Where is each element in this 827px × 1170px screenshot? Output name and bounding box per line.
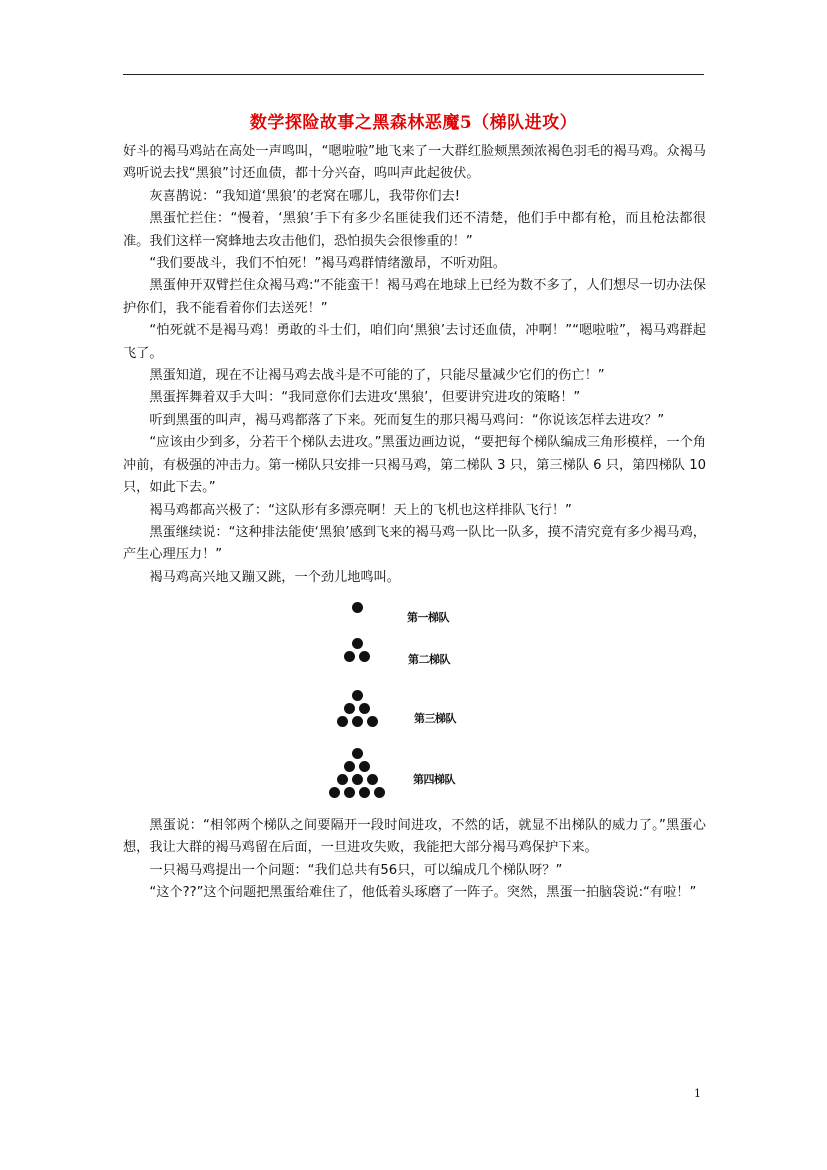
echelon-4-bird-dot [359,787,370,798]
paragraph: 一只褐马鸡提出一个问题：“我们总共有56只，可以编成几个梯队呀？” [149,862,563,878]
echelon-2-bird-dot [359,651,370,662]
echelon-3-bird-dot [359,703,370,714]
echelon-4-bird-dot [352,748,363,759]
paragraph: “怕死就不是褐马鸡！勇敢的斗士们，咱们向‘黑狼’去讨还血债，冲啊！”“嗯啦啦”，褐马鸡群起飞了。 [123,323,706,361]
echelon-3-bird-dot [352,690,363,701]
echelon-4-bird-dot [352,774,363,785]
echelon-2-bird-dot [344,651,355,662]
echelon-4-bird-dot [344,787,355,798]
paragraph: 灰喜鹊说：“我知道‘黑狼’的老窝在哪儿，我带你们去! [149,188,461,204]
paragraph: 黑蛋忙拦住：“慢着，‘黑狼’手下有多少名匪徒我们还不清楚，他们手中都有枪，而且枪法都很准。我们这样一窝蜂地去攻击他们，恐怕损失会很惨重的！” [123,211,706,249]
echelon-1-bird-dot [352,602,363,613]
echelon-4-bird-dot [337,774,348,785]
document-title: 数学探险故事之黑森林恶魔5（梯队进攻） [249,113,578,133]
echelon-label-2: 第二梯队 [408,653,450,666]
echelon-3-bird-dot [344,703,355,714]
echelon-3-bird-dot [352,716,363,727]
paragraph: 黑蛋说：“相邻两个梯队之间要隔开一段时间进攻，不然的话，就显不出梯队的威力了。”黑蛋心想，我让大群的褐马鸡留在后面，一旦进攻失败，我能把大部分褐马鸡保护下来。 [123,818,706,856]
echelon-formation-figure [320,598,480,812]
echelon-4-bird-dot [344,761,355,772]
paragraph: “我们要战斗，我们不怕死！”褐马鸡群情绪激昂，不听劝阻。 [149,256,506,272]
echelon-label-4: 第四梯队 [413,773,455,786]
story-body [123,141,706,589]
echelon-2-bird-dot [352,638,363,649]
header-rule [123,74,704,75]
paragraph: 褐马鸡高兴地又蹦又跳，一个劲儿地鸣叫。 [149,569,400,585]
paragraph: 黑蛋伸开双臂拦住众褐马鸡:“不能蛮干！褐马鸡在地球上已经为数不多了，人们想尽一切办法保护你们，我不能看着你们去送死！” [123,278,706,316]
story-body-continued [123,815,706,905]
echelon-4-bird-dot [367,774,378,785]
echelon-4-bird-dot [329,787,340,798]
echelon-4-bird-dot [359,761,370,772]
echelon-4-bird-dot [374,787,385,798]
paragraph: 好斗的褐马鸡站在高处一声鸣叫，“嗯啦啦”地飞来了一大群红脸颊黑颈浓褐色羽毛的褐马鸡。众褐马鸡听说去找“黑狼”讨还血债，都十分兴奋，呜叫声此起彼伏。 [123,144,706,182]
page-number: 1 [694,1087,701,1100]
echelon-label-3: 第三梯队 [414,712,456,725]
echelon-3-bird-dot [337,716,348,727]
echelon-3-bird-dot [367,716,378,727]
paragraph: 黑蛋知道，现在不让褐马鸡去战斗是不可能的了，只能尽量减少它们的伤亡！” [149,368,605,384]
paragraph: “应该由少到多，分若干个梯队去进攻。”黑蛋边画边说，“要把每个梯队编成三角形模样，一个角冲前，有极强的冲击力。第一梯队只安排一只褐马鸡，第二梯队 3 只，第三梯队 6 只，第四梯队 10 只，如此下去。” [123,435,706,496]
paragraph: 黑蛋挥舞着双手大叫：“我同意你们去进攻‘黑狼’，但要讲究进攻的策略！” [149,390,581,406]
paragraph: 褐马鸡都高兴极了：“这队形有多漂亮啊！天上的飞机也这样排队飞行！” [149,502,572,518]
echelon-label-1: 第一梯队 [407,611,449,624]
paragraph: 黑蛋继续说：“这种排法能使‘黑狼’感到飞来的褐马鸡一队比一队多，摸不清究竟有多少褐马鸡，产生心理压力！” [123,524,706,563]
paragraph: 听到黑蛋的叫声，褐马鸡都落了下来。死而复生的那只褐马鸡问：“你说该怎样去进攻？” [149,412,665,428]
paragraph: “这个??”这个问题把黑蛋给难住了，他低着头琢磨了一阵子。突然，黑蛋一拍脑袋说:“有啦！” [149,885,697,901]
